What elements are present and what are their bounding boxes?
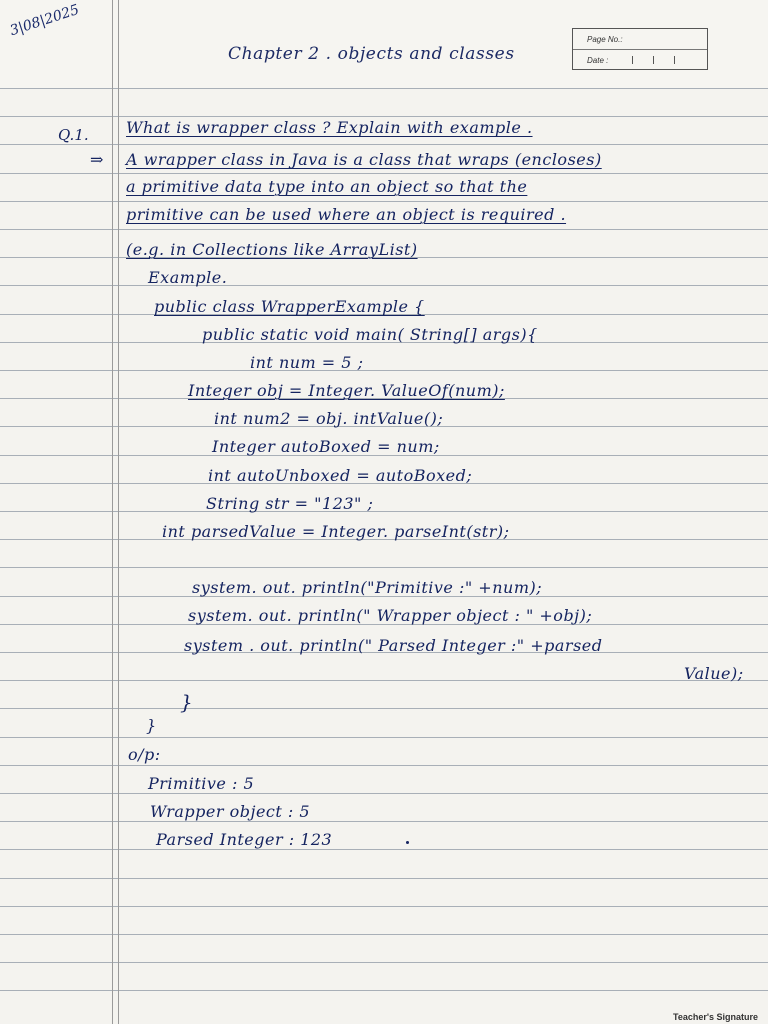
example-label: Example. (148, 268, 228, 287)
margin-line (112, 0, 113, 1024)
ruled-line (0, 793, 768, 794)
date-label: Date : (587, 55, 609, 65)
ink-dot (406, 841, 409, 844)
page-no-label: Page No.: (587, 34, 623, 44)
question-number: Q.1. (58, 126, 89, 144)
output-label: o/p: (128, 745, 161, 764)
answer-line: A wrapper class in Java is a class that wraps (encloses) (126, 150, 602, 169)
ruled-line (0, 116, 768, 117)
closing-brace: } (146, 716, 157, 735)
answer-line: (e.g. in Collections like ArrayList) (126, 240, 418, 259)
teacher-signature-label: Teacher's Signature (672, 1012, 758, 1022)
ruled-line (0, 201, 768, 202)
code-line: system. out. println("Primitive :" +num); (192, 578, 543, 597)
answer-line: a primitive data type into an object so that the (126, 177, 528, 196)
ruled-line (0, 878, 768, 879)
ruled-line (0, 708, 768, 709)
output-line: Primitive : 5 (148, 774, 255, 793)
code-line: public class WrapperExample { (154, 297, 425, 316)
code-line: int parsedValue = Integer. parseInt(str); (162, 522, 510, 541)
ruled-line (0, 511, 768, 512)
handwritten-date: 3|08|2025 (8, 1, 82, 40)
code-line: int num2 = obj. intValue(); (214, 409, 444, 428)
ruled-line (0, 962, 768, 963)
margin-line-inner (118, 0, 119, 1024)
ruled-line (0, 144, 768, 145)
code-line: system . out. println(" Parsed Integer :" +parsed (184, 636, 603, 655)
page-number-box (572, 28, 708, 70)
ruled-line (0, 906, 768, 907)
output-line: Parsed Integer : 123 (156, 830, 333, 849)
ruled-line (0, 285, 768, 286)
code-line: Integer obj = Integer. ValueOf(num); (188, 381, 505, 400)
code-line: public static void main( String[] args){ (202, 325, 538, 344)
ruled-line (0, 370, 768, 371)
closing-brace: } (180, 690, 194, 714)
code-line: int autoUnboxed = autoBoxed; (208, 466, 473, 485)
ruled-line (0, 229, 768, 230)
answer-line: primitive can be used where an object is required . (126, 205, 567, 224)
code-line: int num = 5 ; (250, 353, 364, 372)
ruled-line (0, 934, 768, 935)
ruled-line (0, 821, 768, 822)
ruled-line (0, 737, 768, 738)
ruled-line (0, 88, 768, 89)
ruled-line (0, 990, 768, 991)
ruled-line (0, 765, 768, 766)
code-line: Value); (684, 664, 744, 683)
code-line: Integer autoBoxed = num; (212, 437, 440, 456)
ruled-line (0, 567, 768, 568)
ruled-line (0, 680, 768, 681)
code-line: system. out. println(" Wrapper object : " +obj); (188, 606, 593, 625)
code-line: String str = "123" ; (206, 494, 374, 513)
question-text: What is wrapper class ? Explain with example . (126, 118, 533, 137)
ruled-line (0, 173, 768, 174)
implies-arrow-icon: ⇒ (90, 150, 104, 169)
output-line: Wrapper object : 5 (150, 802, 311, 821)
ruled-line (0, 849, 768, 850)
chapter-title: Chapter 2 . objects and classes (228, 44, 515, 64)
